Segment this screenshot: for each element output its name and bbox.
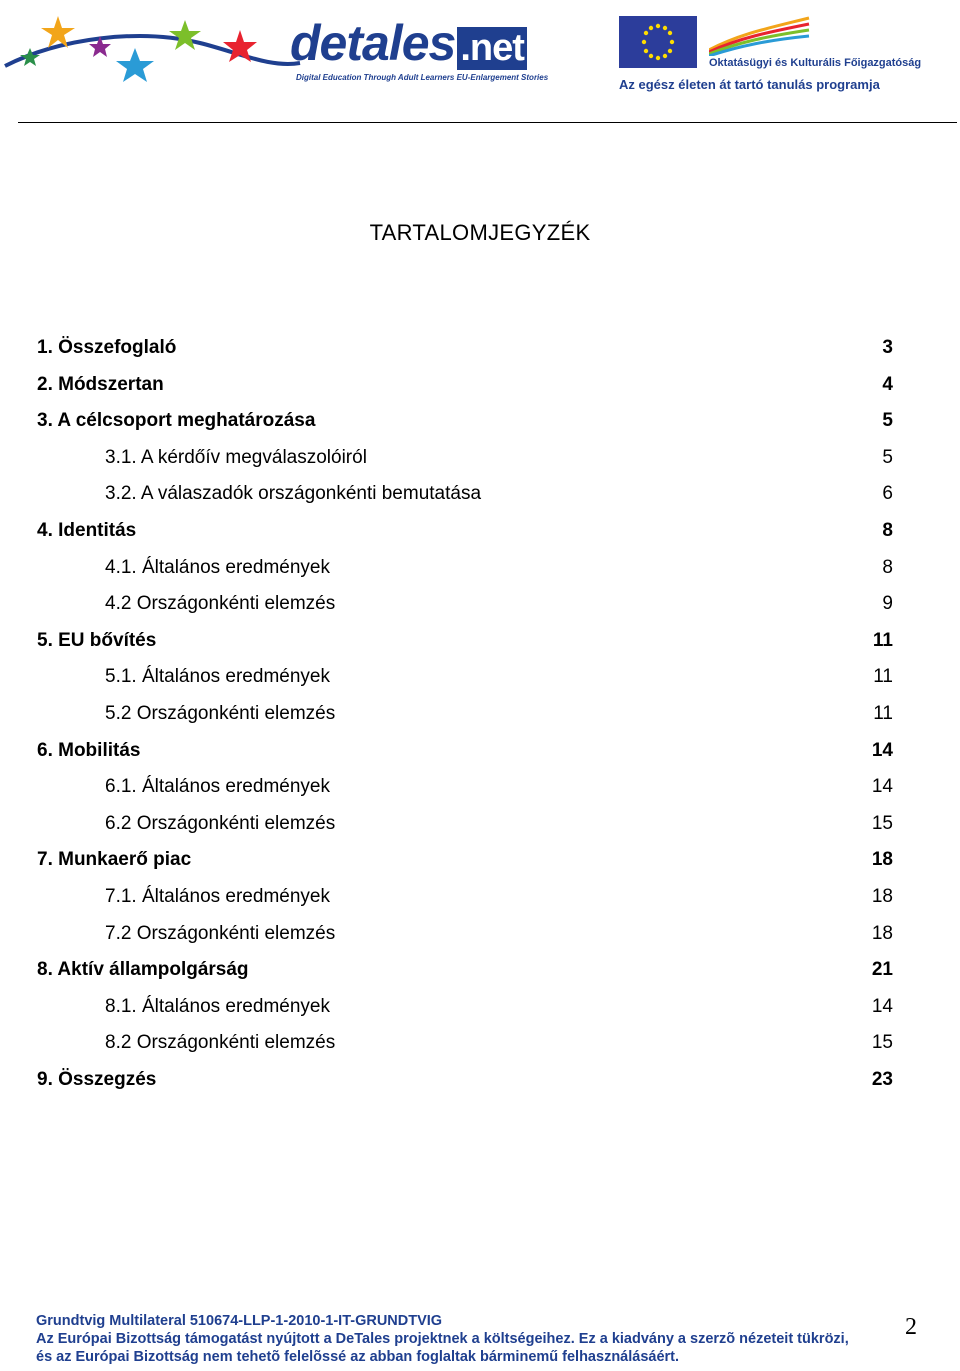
toc-entry: [37, 513, 897, 550]
toc-entry-page: 15: [871, 1032, 893, 1054]
footer-disclaimer-line-1: Az Európai Bizottság támogatást nyújtott a DeTales projektnek a költségeihez. Ez a kiadvány a szerzõ nézeteit tükrözi,: [36, 1331, 849, 1347]
page-footer: [36, 1312, 936, 1366]
toc-entry-page: 15: [871, 812, 893, 834]
toc-entry-label: 3.1. A kérdőív megválaszolóiról: [105, 446, 367, 468]
toc-entry-label: 6.1. Általános eredmények: [105, 776, 330, 798]
toc-entry: [37, 842, 897, 879]
page-number: 2: [905, 1314, 917, 1340]
toc-entry-page: 9: [882, 593, 893, 615]
toc-entry-label: 5.1. Általános eredmények: [105, 666, 330, 688]
toc-entry-page: 3: [882, 337, 893, 358]
toc-entry: [37, 733, 897, 770]
table-of-contents: [37, 330, 897, 1098]
toc-entry: [37, 1062, 897, 1099]
toc-entry-page: 8: [882, 556, 893, 578]
footer-project-id: Grundtvig Multilateral 510674-LLP-1-2010-1-IT-GRUNDTVIG: [36, 1313, 443, 1329]
toc-entry: [37, 586, 897, 623]
toc-entry-page: 21: [871, 959, 893, 981]
toc-entry-label: 8.2 Országonkénti elemzés: [105, 1032, 336, 1054]
toc-entry-label: 4.1. Általános eredmények: [105, 556, 330, 578]
toc-entry: [37, 550, 897, 587]
toc-entry-label: 9. Összegzés: [37, 1068, 157, 1090]
toc-entry: [37, 806, 897, 843]
lifelong-learning-swoosh-icon: [709, 14, 814, 56]
toc-entry-page: 18: [871, 885, 893, 907]
toc-entry-label: 5. EU bővítés: [37, 629, 157, 651]
toc-entry-page: 23: [871, 1068, 893, 1090]
toc-entry-page: 14: [871, 776, 893, 798]
toc-entry: [37, 916, 897, 953]
toc-entry-label: 4. Identitás: [37, 519, 137, 541]
toc-entry: [37, 367, 897, 404]
toc-entry-page: 11: [873, 702, 893, 724]
toc-entry-label: 3. A célcsoport meghatározása: [37, 410, 316, 432]
toc-entry-label: 7.2 Országonkénti elemzés: [105, 922, 336, 944]
logo-tagline: Digital Education Through Adult Learners EU-Enlargement Stories: [296, 73, 549, 82]
toc-entry-label: 6. Mobilitás: [37, 739, 141, 761]
toc-entry: [37, 1025, 897, 1062]
logo-net-text: .net: [457, 27, 527, 70]
toc-entry-page: 8: [882, 519, 893, 541]
toc-entry-page: 18: [871, 849, 893, 871]
toc-entry-page: 11: [872, 629, 893, 651]
toc-entry: [37, 659, 897, 696]
toc-entry: [37, 952, 897, 989]
toc-entry-label: 7. Munkaerő piac: [37, 849, 192, 871]
toc-title: TARTALOMJEGYZÉK: [369, 220, 591, 245]
toc-entry-page: 14: [871, 995, 893, 1017]
toc-entry-label: 7.1. Általános eredmények: [105, 885, 330, 907]
page-header: [0, 0, 960, 125]
logo-wordmark-text: detales: [290, 15, 456, 71]
toc-entry-page: 6: [882, 483, 893, 505]
toc-entry: [37, 989, 897, 1026]
toc-entry-label: 4.2 Országonkénti elemzés: [105, 593, 336, 615]
toc-entry: [37, 330, 897, 367]
toc-entry-label: 8. Aktív állampolgárság: [37, 959, 249, 981]
toc-entry: [37, 440, 897, 477]
toc-entry-page: 4: [882, 373, 893, 395]
toc-entry: [37, 403, 897, 440]
toc-entry-label: 6.2 Országonkénti elemzés: [105, 812, 336, 834]
toc-entry: [37, 623, 897, 660]
toc-entry-page: 11: [873, 666, 893, 688]
header-divider: [18, 122, 957, 123]
eu-flag-icon: [619, 16, 697, 68]
toc-entry-page: 18: [871, 922, 893, 944]
toc-entry-label: 8.1. Általános eredmények: [105, 995, 330, 1017]
detales-wordmark: [290, 14, 527, 72]
toc-entry-page: 14: [871, 739, 893, 761]
toc-entry-label: 5.2 Országonkénti elemzés: [105, 702, 336, 724]
toc-entry-label: 2. Módszertan: [37, 373, 164, 395]
toc-entry-page: 5: [882, 446, 893, 468]
agency-name: Oktatásügyi és Kulturális Főigazgatóság: [709, 57, 922, 69]
toc-entry-page: 5: [882, 410, 893, 432]
toc-entry: [37, 879, 897, 916]
footer-disclaimer-line-2: és az Európai Bizottság nem tehetõ felelõssé az abban foglaltak bárminemű felhasználásáért.: [36, 1349, 680, 1365]
toc-entry: [37, 769, 897, 806]
toc-entry-label: 3.2. A válaszadók országonkénti bemutatása: [105, 483, 482, 505]
programme-name: Az egész életen át tartó tanulás programja: [619, 77, 880, 92]
toc-entry: [37, 476, 897, 513]
toc-entry: [37, 696, 897, 733]
toc-entry-label: 1. Összefoglaló: [37, 337, 177, 358]
